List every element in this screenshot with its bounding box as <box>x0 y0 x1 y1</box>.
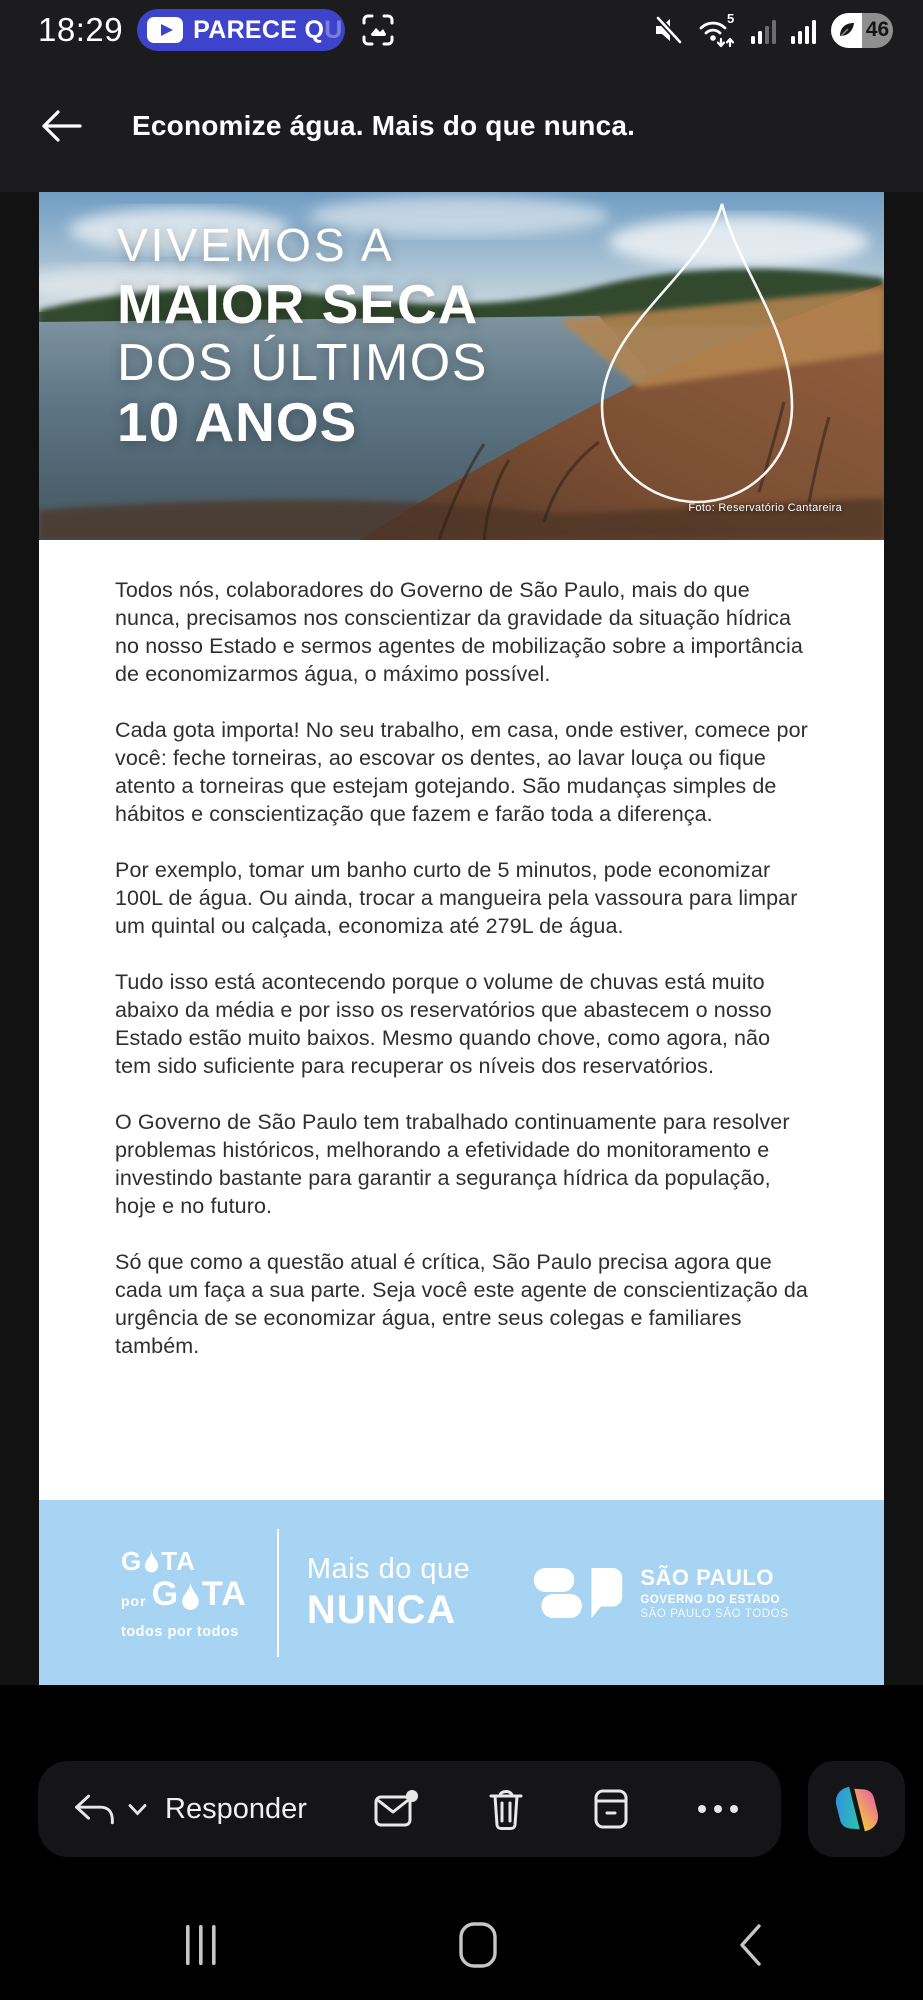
email-body-scroll[interactable] <box>0 192 923 1685</box>
screen-capture-icon[interactable] <box>361 13 395 47</box>
paragraph: Por exemplo, tomar um banho curto de 5 minutos, pode economizar 100L de água. Ou ainda, trocar a mangueira pela vassoura para limpar um quintal ou calçada, economiza até 279L de água. <box>115 858 798 938</box>
more-options-icon <box>697 1804 739 1814</box>
email-card <box>39 192 884 1685</box>
wifi-icon <box>696 12 738 48</box>
battery-saver-leaf-icon <box>831 13 862 48</box>
hero-line-4: 10 ANOS <box>117 391 358 453</box>
photo-credit: Foto: Reservatório Cantareira <box>688 502 842 514</box>
paragraph: Tudo isso está acontecendo porque o volume de chuvas está muito abaixo da média e por isso os reservatórios que abastecem o nosso Estado estão muito baixos. Mesmo quando chove, como agora, não tem sido suficiente para recuperar os níveis dos reservatórios. <box>115 970 772 1078</box>
delete-button[interactable] <box>486 1787 526 1831</box>
recents-icon <box>184 1923 218 1967</box>
recents-button[interactable] <box>184 1923 218 1967</box>
gota-drop-icon <box>143 1549 160 1574</box>
campaign-banner <box>39 1500 884 1685</box>
android-navigation-bar <box>0 1895 923 1995</box>
nav-back-button[interactable] <box>737 1923 763 1967</box>
hero-line-2: MAIOR SECA <box>117 273 479 335</box>
sp-motto: SÃO PAULO SÃO TODOS <box>640 1608 789 1620</box>
sao-paulo-government-logo <box>530 1564 788 1622</box>
battery-level: 46 <box>865 18 890 41</box>
reply-icon <box>72 1790 116 1828</box>
status-bar-right <box>653 12 893 48</box>
gota-text: G <box>151 1574 180 1613</box>
mute-icon <box>653 15 683 45</box>
message-action-bar <box>38 1761 781 1857</box>
gota-text: TA <box>202 1574 247 1613</box>
paragraph: Só que como a questão atual é crítica, São Paulo precisa agora que cada um faça a sua parte. Seja você este agente de conscientização da urgência de se economizar água, entre seus colegas e familiares também. <box>115 1250 808 1358</box>
hero-image <box>39 192 884 540</box>
signal-icon-secondary <box>751 15 778 45</box>
mark-unread-button[interactable] <box>372 1788 420 1830</box>
clock: 18:29 <box>38 11 124 48</box>
email-text-body <box>39 540 884 1500</box>
svg-text:5: 5 <box>727 12 735 26</box>
gota-por-text: por <box>121 1592 147 1609</box>
gota-text: G <box>121 1545 143 1576</box>
sp-logo-icon <box>530 1564 626 1622</box>
home-button[interactable] <box>458 1921 498 1969</box>
archive-icon <box>591 1787 631 1831</box>
chevron-down-icon[interactable] <box>128 1803 147 1816</box>
battery-indicator <box>831 13 893 48</box>
signal-icon-primary <box>791 15 818 45</box>
reply-label: Responder <box>165 1792 307 1825</box>
copilot-button[interactable] <box>808 1761 905 1857</box>
home-icon <box>458 1921 498 1969</box>
reply-button[interactable] <box>72 1790 307 1828</box>
email-header <box>0 60 923 192</box>
status-bar <box>0 0 923 60</box>
notification-title: PARECE QU <box>193 15 343 44</box>
gota-tagline: todos por todos <box>121 1623 239 1640</box>
paragraph: Cada gota importa! No seu trabalho, em casa, onde estiver, comece por você: feche torneiras, ao escovar os dentes, ao lavar louça ou fique atento a torneiras que estejam gotejando. São mudanças simples de hábitos e conscientização que fazem e farão toda a diferença. <box>115 718 808 826</box>
nav-back-icon <box>737 1923 763 1967</box>
paragraph: Todos nós, colaboradores do Governo de São Paulo, mais do que nunca, precisamos nos conscientizar da gravidade da situação hídrica no nosso Estado e sermos agentes de mobilização sobre a importância de economizarmos água, o máximo possível. <box>115 578 803 686</box>
more-options-button[interactable] <box>697 1804 739 1814</box>
back-button[interactable] <box>40 109 82 143</box>
bottom-bar-area <box>0 1685 923 2000</box>
archive-button[interactable] <box>591 1787 631 1831</box>
gota-text: TA <box>161 1545 196 1576</box>
sp-title: SÃO PAULO <box>640 1565 774 1590</box>
sp-subtitle: GOVERNO DO ESTADO <box>640 1594 781 1606</box>
trash-icon <box>486 1787 526 1831</box>
gota-por-gota-logo <box>121 1546 247 1640</box>
media-notification-pill[interactable] <box>137 9 345 51</box>
back-arrow-icon <box>40 109 82 143</box>
status-bar-left <box>38 9 395 51</box>
gota-drop-icon <box>180 1581 201 1612</box>
hero-headline <box>117 216 488 452</box>
mark-unread-envelope-icon <box>372 1788 420 1830</box>
hero-line-3: DOS ÚLTIMOS <box>117 334 488 392</box>
campaign-slogan: Mais do que NUNCA <box>306 1552 471 1632</box>
youtube-icon <box>147 17 183 43</box>
paragraph: O Governo de São Paulo tem trabalhado continuamente para resolver problemas históricos, melhorando a efetividade do monitoramento e investindo bastante para garantir a segurança hídrica da população, hoje e no futuro. <box>115 1110 790 1218</box>
copilot-icon <box>830 1782 884 1836</box>
hero-line-1: VIVEMOS A <box>117 219 395 271</box>
email-subject-title: Economize água. Mais do que nunca. <box>132 110 636 141</box>
banner-divider <box>277 1529 279 1657</box>
